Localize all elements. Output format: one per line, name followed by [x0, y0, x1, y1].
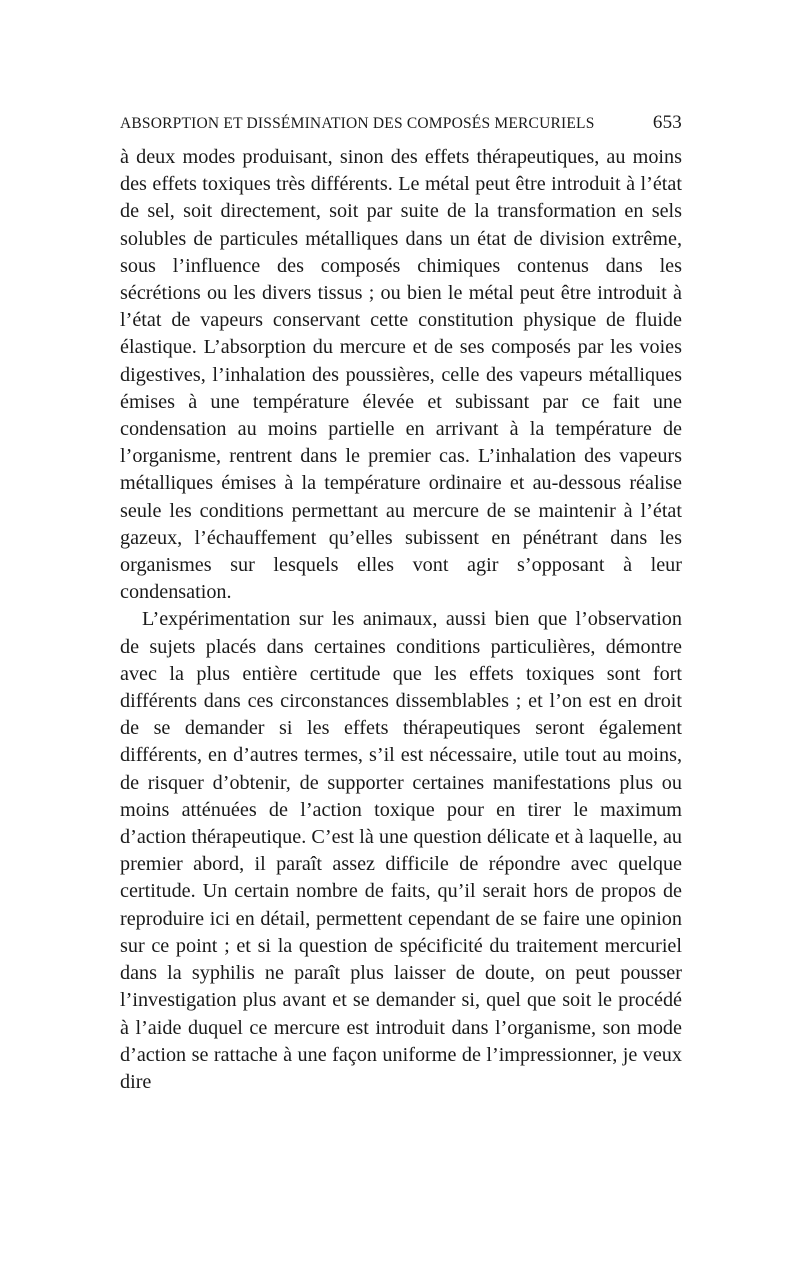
book-page — [120, 112, 682, 1096]
paragraph-continued: à deux modes produisant, sinon des effets thérapeutiques, au moins des effets toxiques très différents. Le métal peut être introduit à l’état de sel, soit directement, soit par suite de la transformation en sels solubles de particules métalliques dans un état de division extrême, sous l’influence des composés chimiques contenus dans les sécrétions ou les divers tissus ; ou bien le métal peut être introduit à l’état de vapeurs conservant cette constitution physique de fluide élastique. L’absorption du mercure et de ses composés par les voies digestives, l’inhalation des poussières, celle des vapeurs métalliques émises à une température élevée et subissant par ce fait une condensation au moins partielle en arrivant à la température de l’organisme, rentrent dans le premier cas. L’inhalation des vapeurs métalliques émises à la température ordinaire et au-dessous réalise seule les conditions permettant au mercure de se maintenir à l’état gazeux, l’échauffement qu’elles subissent en pénétrant dans les organismes sur lesquels elles vont agir s’opposant à leur condensation. — [120, 146, 682, 604]
paragraph: L’expérimentation sur les animaux, aussi bien que l’observation de sujets placés dans certaines conditions particulières, démontre avec la plus entière certitude que les effets toxiques sont fort différents dans ces circonstances dissemblables ; et l’on est en droit de se demander si les effets thérapeutiques seront également différents, en d’autres termes, s’il est nécessaire, utile tout au moins, de risquer d’obtenir, de supporter certaines manifestations plus ou moins atténuées de l’action toxique pour en tirer le maximum d’action thérapeutique. C’est là une question délicate et à laquelle, au premier abord, il paraît assez difficile de répondre avec quelque certitude. Un certain nombre de faits, qu’il serait hors de propos de reproduire ici en détail, permettent cependant de se faire une opinion sur ce point ; et si la question de spécificité du traitement mercuriel dans la syphilis ne paraît plus laisser de doute, on peut pousser l’investigation plus avant et se demander si, quel que soit le procédé à l’aide duquel ce mercure est introduit dans l’organisme, son mode d’action se rattache à une façon uniforme de l’impressionner, je veux dire — [120, 608, 682, 1093]
running-header — [120, 112, 682, 134]
running-title: ABSORPTION ET DISSÉMINATION DES COMPOSÉS MERCURIELS — [120, 115, 595, 132]
body-text — [120, 144, 682, 1096]
page-number: 653 — [652, 112, 682, 133]
